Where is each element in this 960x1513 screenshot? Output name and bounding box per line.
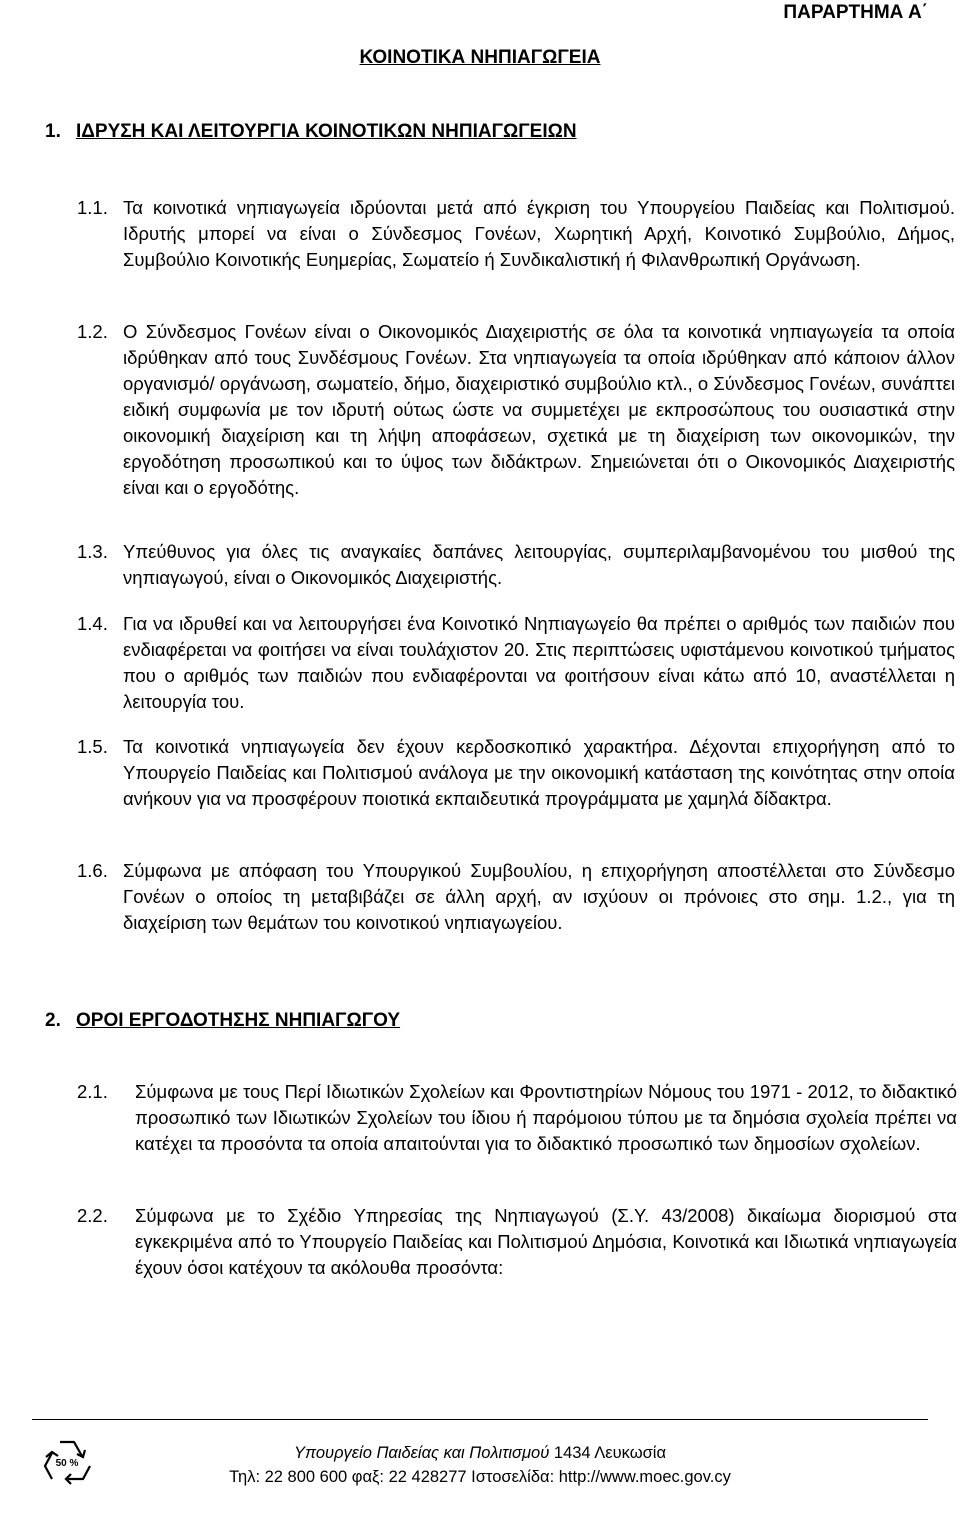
recycle-percent: 50 % <box>55 1458 79 1469</box>
paragraph-text: Τα κοινοτικά νηπιαγωγεία ιδρύονται μετά από έγκριση του Υπουργείου Παιδείας και Πολιτισμού. Ιδρυτής μπορεί να είναι ο Σύνδεσμος Γονέων, Χωρητική Αρχή, Κοινοτικό Συμβούλιο, Δήμος, Συμβούλιο Κοινοτικής Ευημερίας, Σωματείο ή Συνδικαλιστική ή Φιλανθρωπική Οργάνωση. <box>123 197 955 270</box>
footer-divider <box>32 1419 928 1420</box>
footer-address: 1434 Λευκωσία <box>553 1444 666 1462</box>
paragraph-number: 1.3. <box>77 541 108 562</box>
section-2-heading <box>45 1010 400 1032</box>
footer-line-1 <box>0 1441 960 1465</box>
section-1-title: ΙΔΡΥΣΗ ΚΑΙ ΛΕΙΤΟΥΡΓΙΑ ΚΟΙΝΟΤΙΚΩΝ ΝΗΠΙΑΓΩΓΕΙΩΝ <box>76 121 577 142</box>
paragraph-1-5 <box>77 734 957 812</box>
document-title <box>0 47 960 69</box>
section-1-number: 1. <box>45 121 61 142</box>
section-1-heading <box>45 121 577 143</box>
paragraph-number: 2.1. <box>77 1081 108 1102</box>
paragraph-number: 2.2. <box>77 1205 108 1226</box>
paragraph-1-4 <box>77 611 957 715</box>
paragraph-text: Ο Σύνδεσμος Γονέων είναι ο Οικονομικός Διαχειριστής σε όλα τα κοινοτικά νηπιαγωγεία τα οποία ιδρύθηκαν από τους Συνδέσμους Γονέων. Στα νηπιαγωγεία τα οποία ιδρύθηκαν από κάποιον άλλον οργανισμό/ οργάνωση, σωματείο, δήμο, διαχειριστικό συμβούλιο κτλ., ο Σύνδεσμος Γονέων, συνάπτει ειδική συμφωνία με τον ιδρυτή ούτως ώστε να συμμετέχει με εκπροσώπους του ουσιαστικά στην οικονομική διαχείριση και τη λήψη αποφάσεων, σχετικά με τη διαχείριση των οικονομικών, την εργοδότηση προσωπικού και το ύψος των διδάκτρων. Σημειώνεται ότι ο Οικονομικός Διαχειριστής είναι και ο εργοδότης. <box>123 321 955 498</box>
paragraph-1-6 <box>77 858 957 936</box>
paragraph-number: 1.4. <box>77 613 108 634</box>
paragraph-number: 1.6. <box>77 860 108 881</box>
section-2-title: ΟΡΟΙ ΕΡΓΟΔΟΤΗΣΗΣ ΝΗΠΙΑΓΩΓΟΥ <box>76 1010 401 1031</box>
paragraph-1-2 <box>77 319 957 501</box>
paragraph-number: 1.2. <box>77 321 108 342</box>
document-title-text: ΚΟΙΝΟΤΙΚΑ ΝΗΠΙΑΓΩΓΕΙΑ <box>359 47 601 68</box>
footer <box>0 1441 960 1489</box>
paragraph-number: 1.5. <box>77 736 108 757</box>
paragraph-number: 1.1. <box>77 197 108 218</box>
footer-contact: Τηλ: 22 800 600 φαξ: 22 428277 Ιστοσελίδα: http://www.moec.gov.cy <box>229 1468 731 1486</box>
paragraph-text: Σύμφωνα με το Σχέδιο Υπηρεσίας της Νηπιαγωγού (Σ.Υ. 43/2008) δικαίωμα διορισμού στα εγκεκριμένα από το Υπουργείο Παιδείας και Πολιτισμού Δημόσια, Κοινοτικά και Ιδιωτικά νηπιαγωγεία έχουν όσοι κατέχουν τα ακόλουθα προσόντα: <box>135 1205 957 1278</box>
paragraph-text: Για να ιδρυθεί και να λειτουργήσει ένα Κοινοτικό Νηπιαγωγείο θα πρέπει ο αριθμός των παιδιών που ενδιαφέρεται να φοιτήσει να είναι τουλάχιστον 20. Στις περιπτώσεις υφιστάμενου κοινοτικού τμήματος που ο αριθμός των παιδιών που ενδιαφέρονται να φοιτήσουν είναι κάτω από 10, αναστέλλεται η λειτουργία του. <box>123 613 955 712</box>
footer-ministry: Υπουργείο Παιδείας και Πολιτισμού <box>294 1444 550 1462</box>
paragraph-1-3 <box>77 539 957 591</box>
paragraph-1-1 <box>77 195 957 273</box>
paragraph-text: Τα κοινοτικά νηπιαγωγεία δεν έχουν κερδοσκοπικό χαρακτήρα. Δέχονται επιχορήγηση από το Υπουργείο Παιδείας και Πολιτισμού ανάλογα με την οικονομική κατάσταση της κοινότητας στην οποία ανήκουν για να προσφέρουν ποιοτικά εκπαιδευτικά προγράμματα με χαμηλά δίδακτρα. <box>123 736 955 809</box>
paragraph-text: Σύμφωνα με τους Περί Ιδιωτικών Σχολείων και Φροντιστηρίων Νόμους του 1971 - 2012, το διδακτικό προσωπικό των Ιδιωτικών Σχολείων του ίδιου ή παρόμοιου τύπου με τα δημόσια σχολεία πρέπει να κατέχει τα προσόντα τα οποία απαιτούνται για το διδακτικό προσωπικό των δημοσίων σχολείων. <box>135 1081 957 1154</box>
annex-label: ΠΑΡΑΡΤΗΜΑ Α΄ <box>783 2 928 23</box>
section-2-number: 2. <box>45 1010 61 1031</box>
paragraph-2-1 <box>77 1079 957 1157</box>
paragraph-2-2 <box>77 1203 957 1281</box>
paragraph-text: Σύμφωνα με απόφαση του Υπουργικού Συμβουλίου, η επιχορήγηση αποστέλλεται στο Σύνδεσμο Γονέων ο οποίος τη μεταβιβάζει σε άλλη αρχή, αν ισχύουν οι πρόνοιες στο σημ. 1.2., για τη διαχείριση των θεμάτων του κοινοτικού νηπιαγωγείου. <box>123 860 955 933</box>
paragraph-text: Υπεύθυνος για όλες τις αναγκαίες δαπάνες λειτουργίας, συμπεριλαμβανομένου του μισθού της νηπιαγωγού, είναι ο Οικονομικός Διαχειριστής. <box>123 541 955 588</box>
